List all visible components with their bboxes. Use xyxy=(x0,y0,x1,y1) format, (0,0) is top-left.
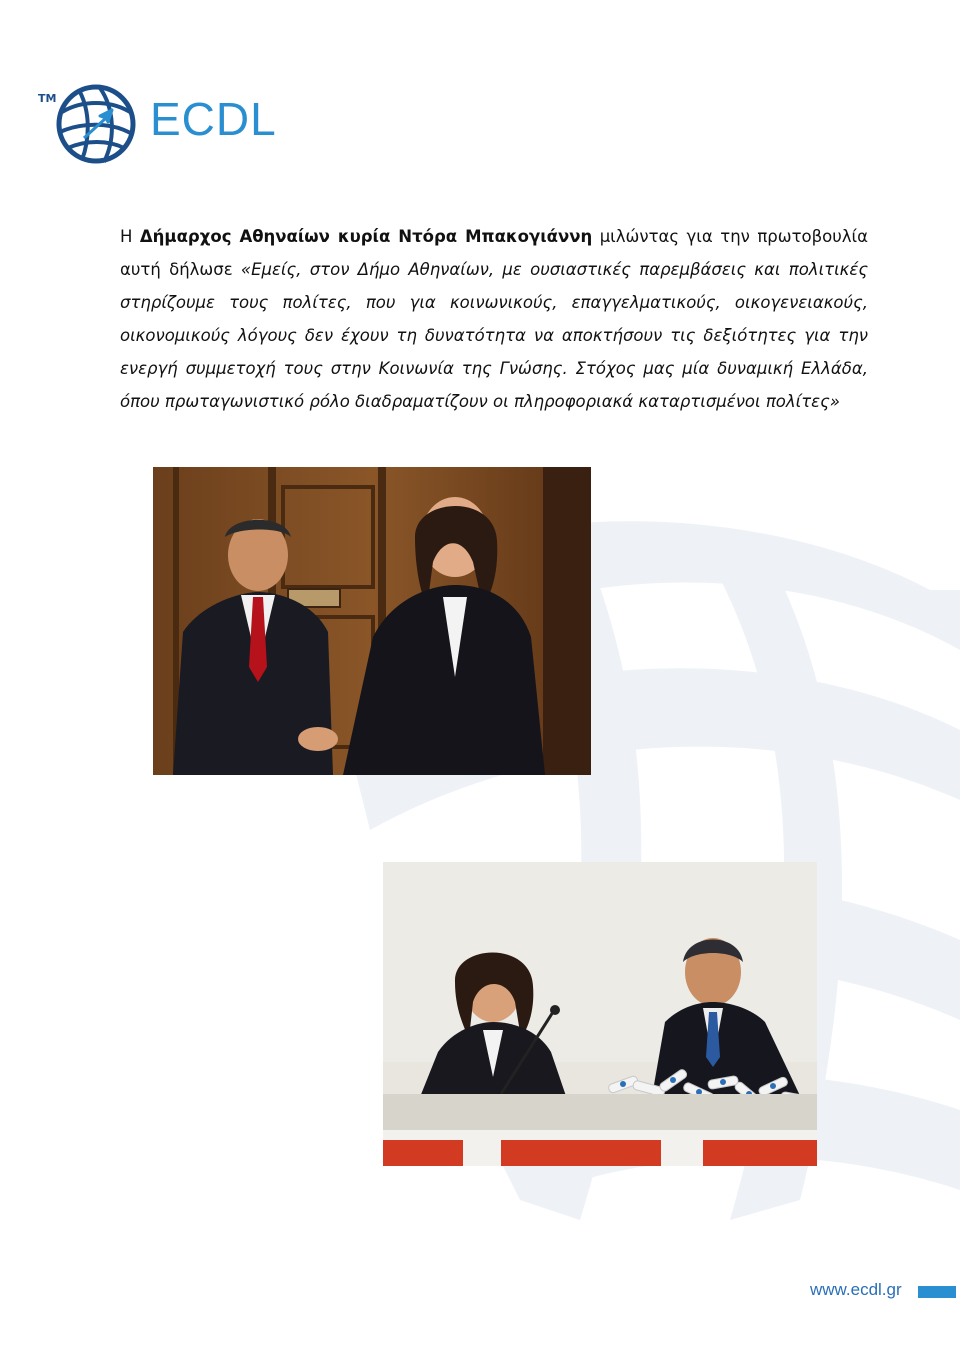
press-table-photo xyxy=(383,862,817,1166)
handshake-photo xyxy=(153,467,591,775)
speaker-name: Δήμαρχος Αθηναίων κυρία Ντόρα Μπακογιάννη xyxy=(139,227,593,246)
website-link[interactable]: www.ecdl.gr xyxy=(810,1280,902,1299)
trademark-label: TM xyxy=(38,92,57,105)
footer-accent-bar xyxy=(918,1286,956,1298)
quote-text: «Εμείς, στον Δήμο Αθηναίων, με ουσιαστικές παρεμβάσεις και πολιτικές στηρίζουμε τους πολίτες, που για κοινωνικούς, επαγγελματικούς, οικογενειακούς, οικονομικούς λόγους δεν έχουν τη δυνατότητα να αποκτήσουν τις δεξιότητες για την ενεργή συμμετοχή τους στην Κοινωνία της Γνώσης. Στόχος μας μία δυναμική Ελλάδα, όπου πρωταγωνιστικό ρόλο διαδραματίζουν οι πληροφοριακά καταρτισμένοι πολίτες» xyxy=(120,260,868,411)
intro-text: Η xyxy=(120,227,140,246)
lead-text: μιλώντας για την πρωτοβουλία αυτή δήλωσε xyxy=(120,227,868,279)
ecdl-logo xyxy=(38,82,298,172)
statement-paragraph xyxy=(120,220,868,418)
ecdl-globe-icon xyxy=(54,82,138,166)
ecdl-wordmark: ECDL xyxy=(150,93,277,145)
